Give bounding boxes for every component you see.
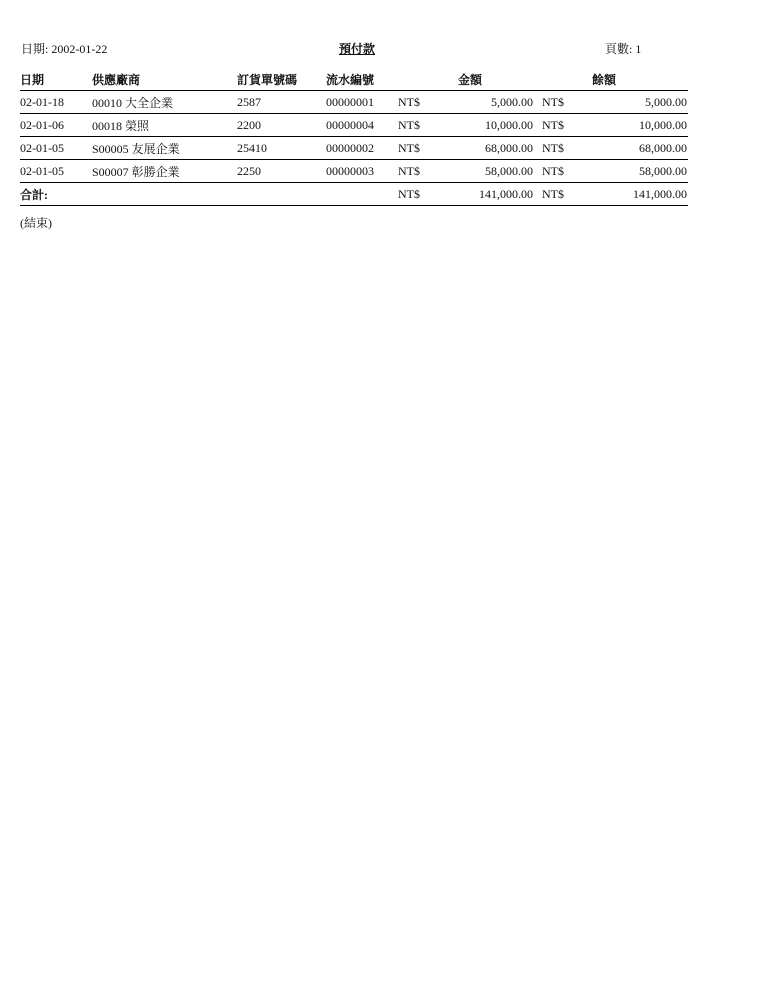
- total-label: 合計:: [20, 183, 398, 206]
- column-header-amount: 金額: [398, 68, 534, 91]
- cell-amount: 5,000.00: [438, 91, 534, 114]
- cell-serial-no: 00000004: [326, 114, 398, 137]
- cell-balance: 10,000.00: [578, 114, 688, 137]
- cell-balance-currency: NT$: [534, 160, 578, 183]
- cell-vendor: 00010 大全企業: [92, 91, 237, 114]
- cell-order-no: 2200: [237, 114, 326, 137]
- cell-balance: 5,000.00: [578, 91, 688, 114]
- cell-balance: 58,000.00: [578, 160, 688, 183]
- total-balance-currency: NT$: [534, 183, 578, 206]
- cell-currency: NT$: [398, 137, 438, 160]
- report-title: 預付款: [339, 42, 376, 56]
- cell-order-no: 2587: [237, 91, 326, 114]
- cell-balance: 68,000.00: [578, 137, 688, 160]
- report-header: [20, 40, 688, 58]
- cell-order-no: 2250: [237, 160, 326, 183]
- total-amount: 141,000.00: [438, 183, 534, 206]
- column-header-order-no: 訂貨單號碼: [237, 68, 326, 91]
- table-row: [20, 91, 688, 114]
- total-currency: NT$: [398, 183, 438, 206]
- column-header-serial-no: 流水編號: [326, 68, 398, 91]
- column-header-vendor: 供應廠商: [92, 68, 237, 91]
- cell-serial-no: 00000002: [326, 137, 398, 160]
- cell-order-no: 25410: [237, 137, 326, 160]
- cell-date: 02-01-18: [20, 91, 92, 114]
- cell-currency: NT$: [398, 160, 438, 183]
- table-row: [20, 137, 688, 160]
- prepayment-table: [20, 68, 688, 206]
- cell-serial-no: 00000001: [326, 91, 398, 114]
- cell-balance-currency: NT$: [534, 91, 578, 114]
- cell-amount: 58,000.00: [438, 160, 534, 183]
- cell-currency: NT$: [398, 91, 438, 114]
- table-row: [20, 160, 688, 183]
- page-number: 頁數: 1: [605, 42, 642, 56]
- cell-vendor: S00005 友展企業: [92, 137, 237, 160]
- cell-vendor: 00018 榮照: [92, 114, 237, 137]
- cell-date: 02-01-05: [20, 137, 92, 160]
- report-end: (結束): [20, 216, 52, 230]
- table-row: [20, 114, 688, 137]
- column-header-date: 日期: [20, 68, 92, 91]
- cell-balance-currency: NT$: [534, 137, 578, 160]
- total-balance: 141,000.00: [578, 183, 688, 206]
- report-date: 日期: 2002-01-22: [21, 42, 108, 56]
- total-row: [20, 183, 688, 206]
- cell-date: 02-01-06: [20, 114, 92, 137]
- column-header-balance: 餘額: [534, 68, 688, 91]
- report: [20, 40, 688, 231]
- table-header-row: [20, 68, 688, 91]
- cell-currency: NT$: [398, 114, 438, 137]
- cell-amount: 68,000.00: [438, 137, 534, 160]
- cell-serial-no: 00000003: [326, 160, 398, 183]
- cell-balance-currency: NT$: [534, 114, 578, 137]
- cell-date: 02-01-05: [20, 160, 92, 183]
- cell-vendor: S00007 彰勝企業: [92, 160, 237, 183]
- cell-amount: 10,000.00: [438, 114, 534, 137]
